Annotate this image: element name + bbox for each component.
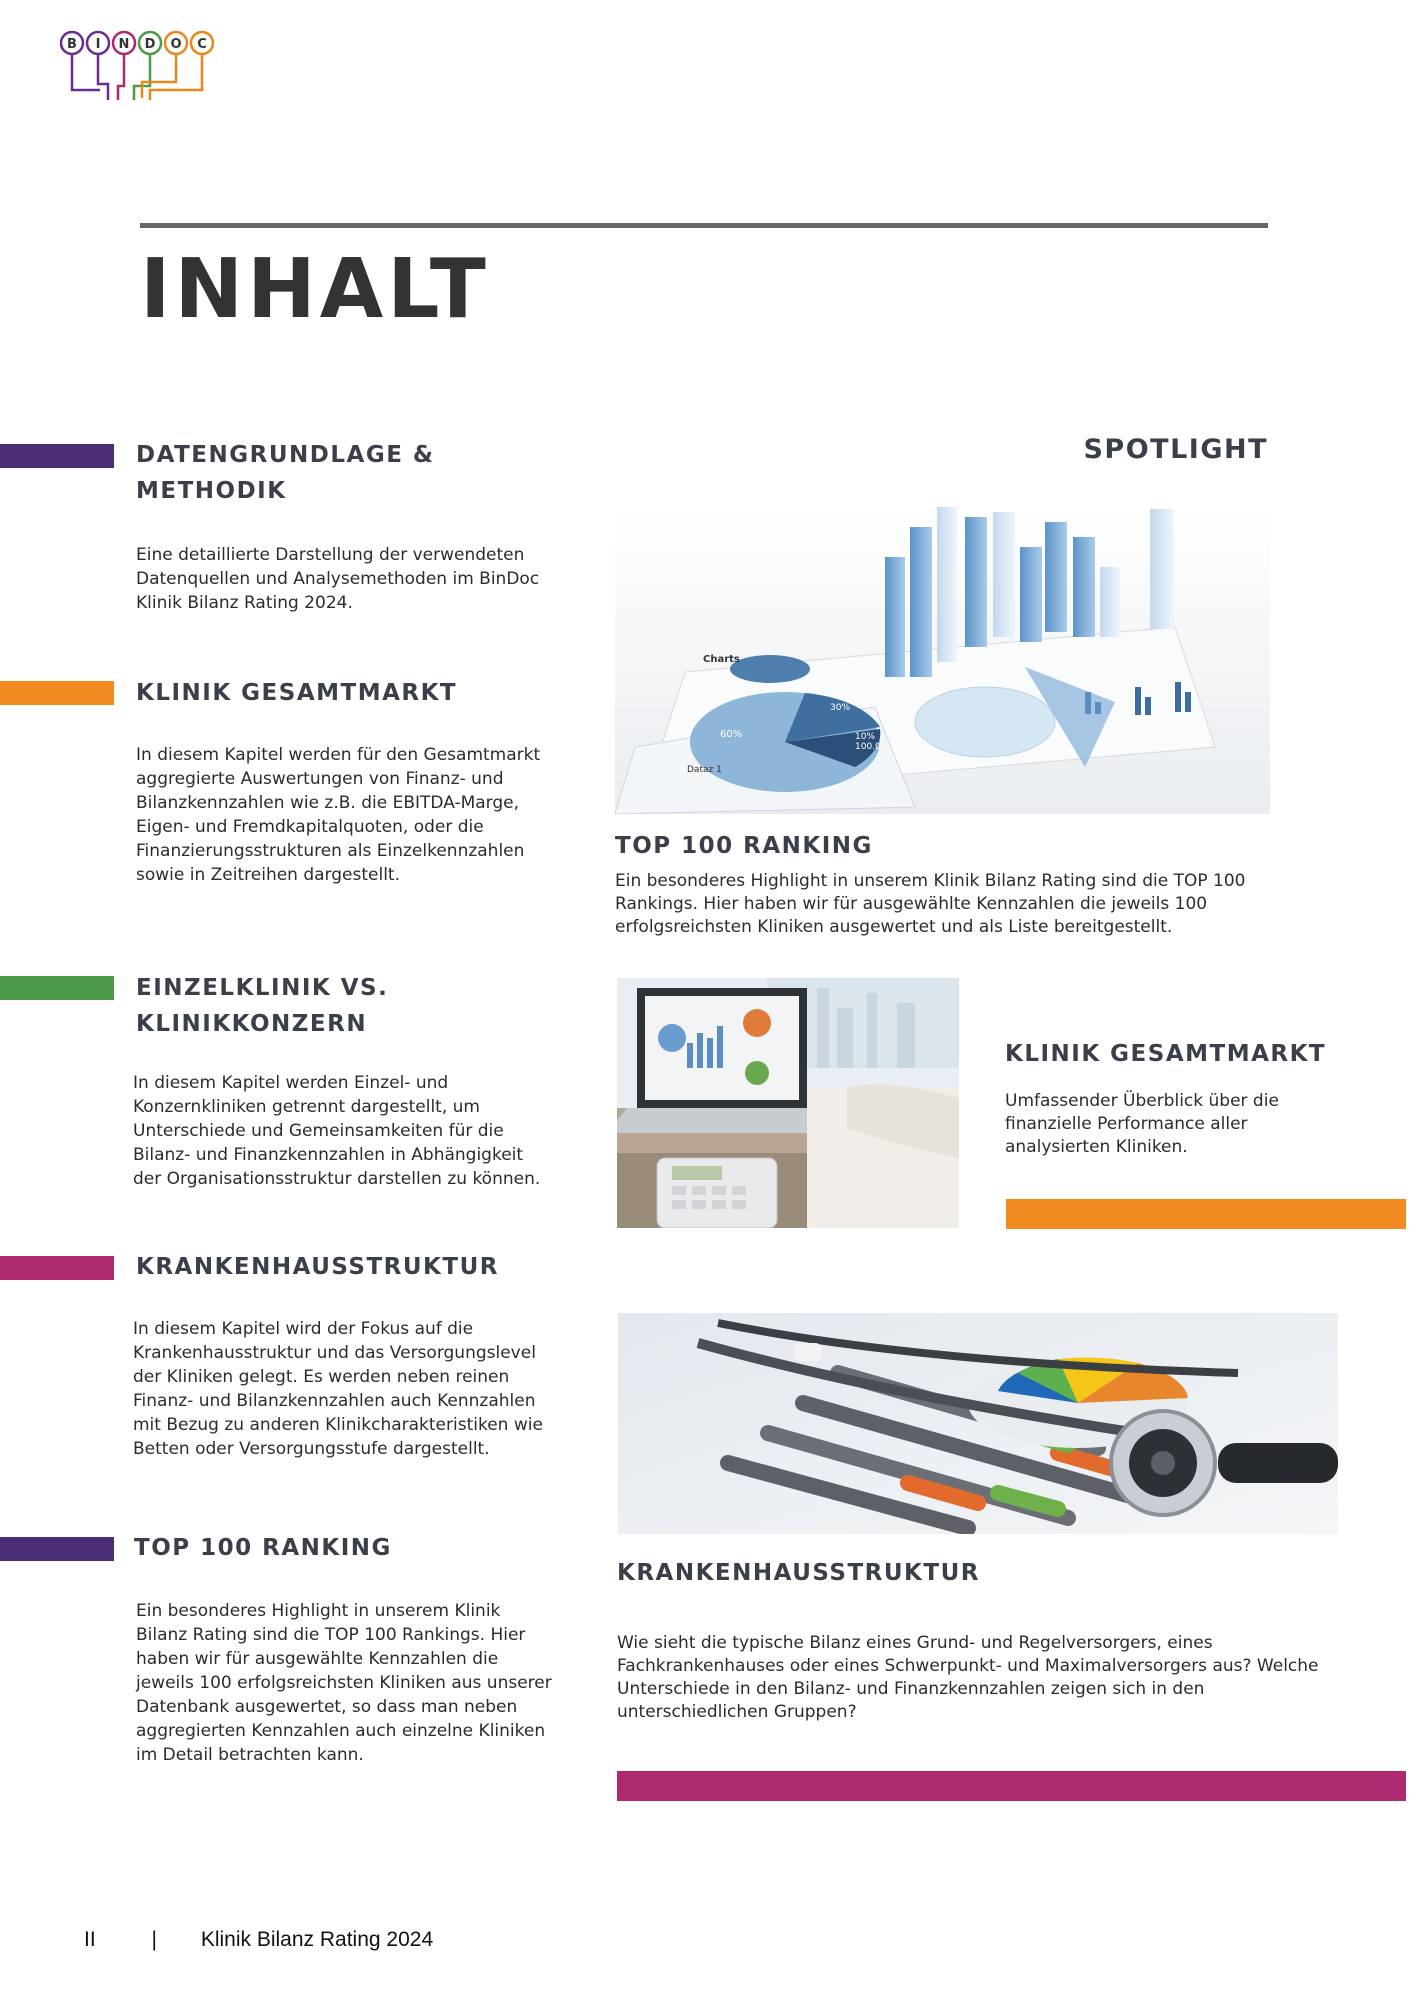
spotlight-text-gesamtmarkt: Umfassender Überblick über die finanzielle Performance aller analysierten Kliniken. (1005, 1091, 1279, 1157)
title-rule (140, 223, 1268, 228)
bindoc-logo (60, 30, 230, 106)
section-title-einzelklinik: EINZELKLINIK VS. KLINIKKONZERN (136, 975, 389, 1037)
footer-document-title: Klinik Bilanz Rating 2024 (200, 1928, 434, 1951)
page-title: INHALT (140, 242, 490, 337)
chart-image-label: Dataz 1 (687, 765, 722, 775)
section-text-einzelklinik: In diesem Kapitel werden Einzel- und Konzernkliniken getrennt dargestellt, um Unterschiede und Gemeinsamkeiten für die Bilanz- und Finanzkennzahlen in Abhängigkeit der Organisationsstruktur darstellen zu können. (133, 1073, 541, 1189)
chart-image-label: 30% (830, 703, 851, 713)
section-accent-bar-orange (0, 681, 114, 705)
section-title-datengrundlage: DATENGRUNDLAGE & METHODIK (136, 442, 435, 504)
spotlight-text-krankenhausstruktur: Wie sieht die typische Bilanz eines Grund- und Regelversorgers, eines Fachkrankenhauses oder eines Schwerpunkt- und Maximalversorgers aus? Welche Unterschiede in den Bilanz- und Finanzkennzahlen zeigen sich in den unterschiedlichen Gruppen? (617, 1633, 1319, 1722)
section-text-datengrundlage: Eine detaillierte Darstellung der verwendeten Datenquellen und Analysemethoden im BinDoc Klinik Bilanz Rating 2024. (136, 545, 540, 613)
section-title-krankenhausstruktur: KRANKENHAUSSTRUKTUR (136, 1254, 499, 1280)
logo-letter: C (197, 37, 207, 52)
section-title-top100: TOP 100 RANKING (134, 1535, 392, 1561)
logo-letter: I (95, 37, 101, 52)
spotlight-title-top100: TOP 100 RANKING (615, 833, 873, 859)
stethoscope-image (618, 1313, 1338, 1534)
section-text-top100: Ein besonderes Highlight in unserem Klinik Bilanz Rating sind die TOP 100 Rankings. Hier haben wir für ausgewählte Kennzahlen die jeweils 100 erfolgsreichsten Kliniken aus unserer Datenbank ausgewertet, so dass man neben aggregierten Kennzahlen auch einzelne Kliniken im Detail betrachten kann. (136, 1601, 552, 1765)
chart-image-label: 60% (720, 729, 743, 740)
spotlight-title: SPOTLIGHT (1083, 434, 1268, 465)
section-text-krankenhausstruktur: In diesem Kapitel wird der Fokus auf die Krankenhausstruktur und das Versorgungslevel der Kliniken gelegt. Es werden neben reinen Finanz- und Bilanzkennzahlen auch Kennzahlen mit Bezug zu anderen Klinikcharakteristiken wie Betten oder Versorgungsstufe dargestellt. (133, 1319, 543, 1459)
charts-image (615, 507, 1270, 814)
spotlight-title-krankenhausstruktur: KRANKENHAUSSTRUKTUR (617, 1560, 980, 1586)
page-number: II (84, 1928, 96, 1951)
section-title-gesamtmarkt: KLINIK GESAMTMARKT (136, 680, 458, 706)
spotlight-accent-bar-magenta (617, 1771, 1406, 1801)
chart-image-label: 100.0 (855, 742, 881, 752)
spotlight-accent-bar-orange (1006, 1199, 1406, 1229)
chart-image-label: 10% (855, 732, 876, 742)
spotlight-title-gesamtmarkt: KLINIK GESAMTMARKT (1005, 1041, 1327, 1067)
footer-separator: | (151, 1928, 157, 1951)
spotlight-text-top100: Ein besonderes Highlight in unserem Klinik Bilanz Rating sind die TOP 100 Rankings. Hier haben wir für ausgewählte Kennzahlen die jeweils 100 erfolgsreichsten Kliniken ausgewertet und als Liste bereitgestellt. (615, 871, 1246, 937)
footer (84, 1928, 433, 1952)
section-accent-bar-purple (0, 444, 114, 468)
section-accent-bar-green (0, 976, 114, 1000)
logo-letter: B (67, 37, 77, 52)
section-accent-bar-purple-2 (0, 1537, 114, 1561)
logo-letter: D (144, 37, 156, 52)
chart-image-label: Charts (703, 654, 740, 665)
section-accent-bar-magenta (0, 1256, 114, 1280)
section-text-gesamtmarkt: In diesem Kapitel werden für den Gesamtmarkt aggregierte Auswertungen von Finanz- und Bilanzkennzahlen wie z.B. die EBITDA-Marge, Eigen- und Fremdkapitalquoten, oder die Finanzierungsstrukturen als Einzelkennzahlen sowie in Zeitreihen dargestellt. (136, 745, 541, 885)
logo-letter: O (170, 37, 182, 52)
laptop-image (617, 978, 959, 1228)
logo-letter: N (118, 37, 130, 52)
